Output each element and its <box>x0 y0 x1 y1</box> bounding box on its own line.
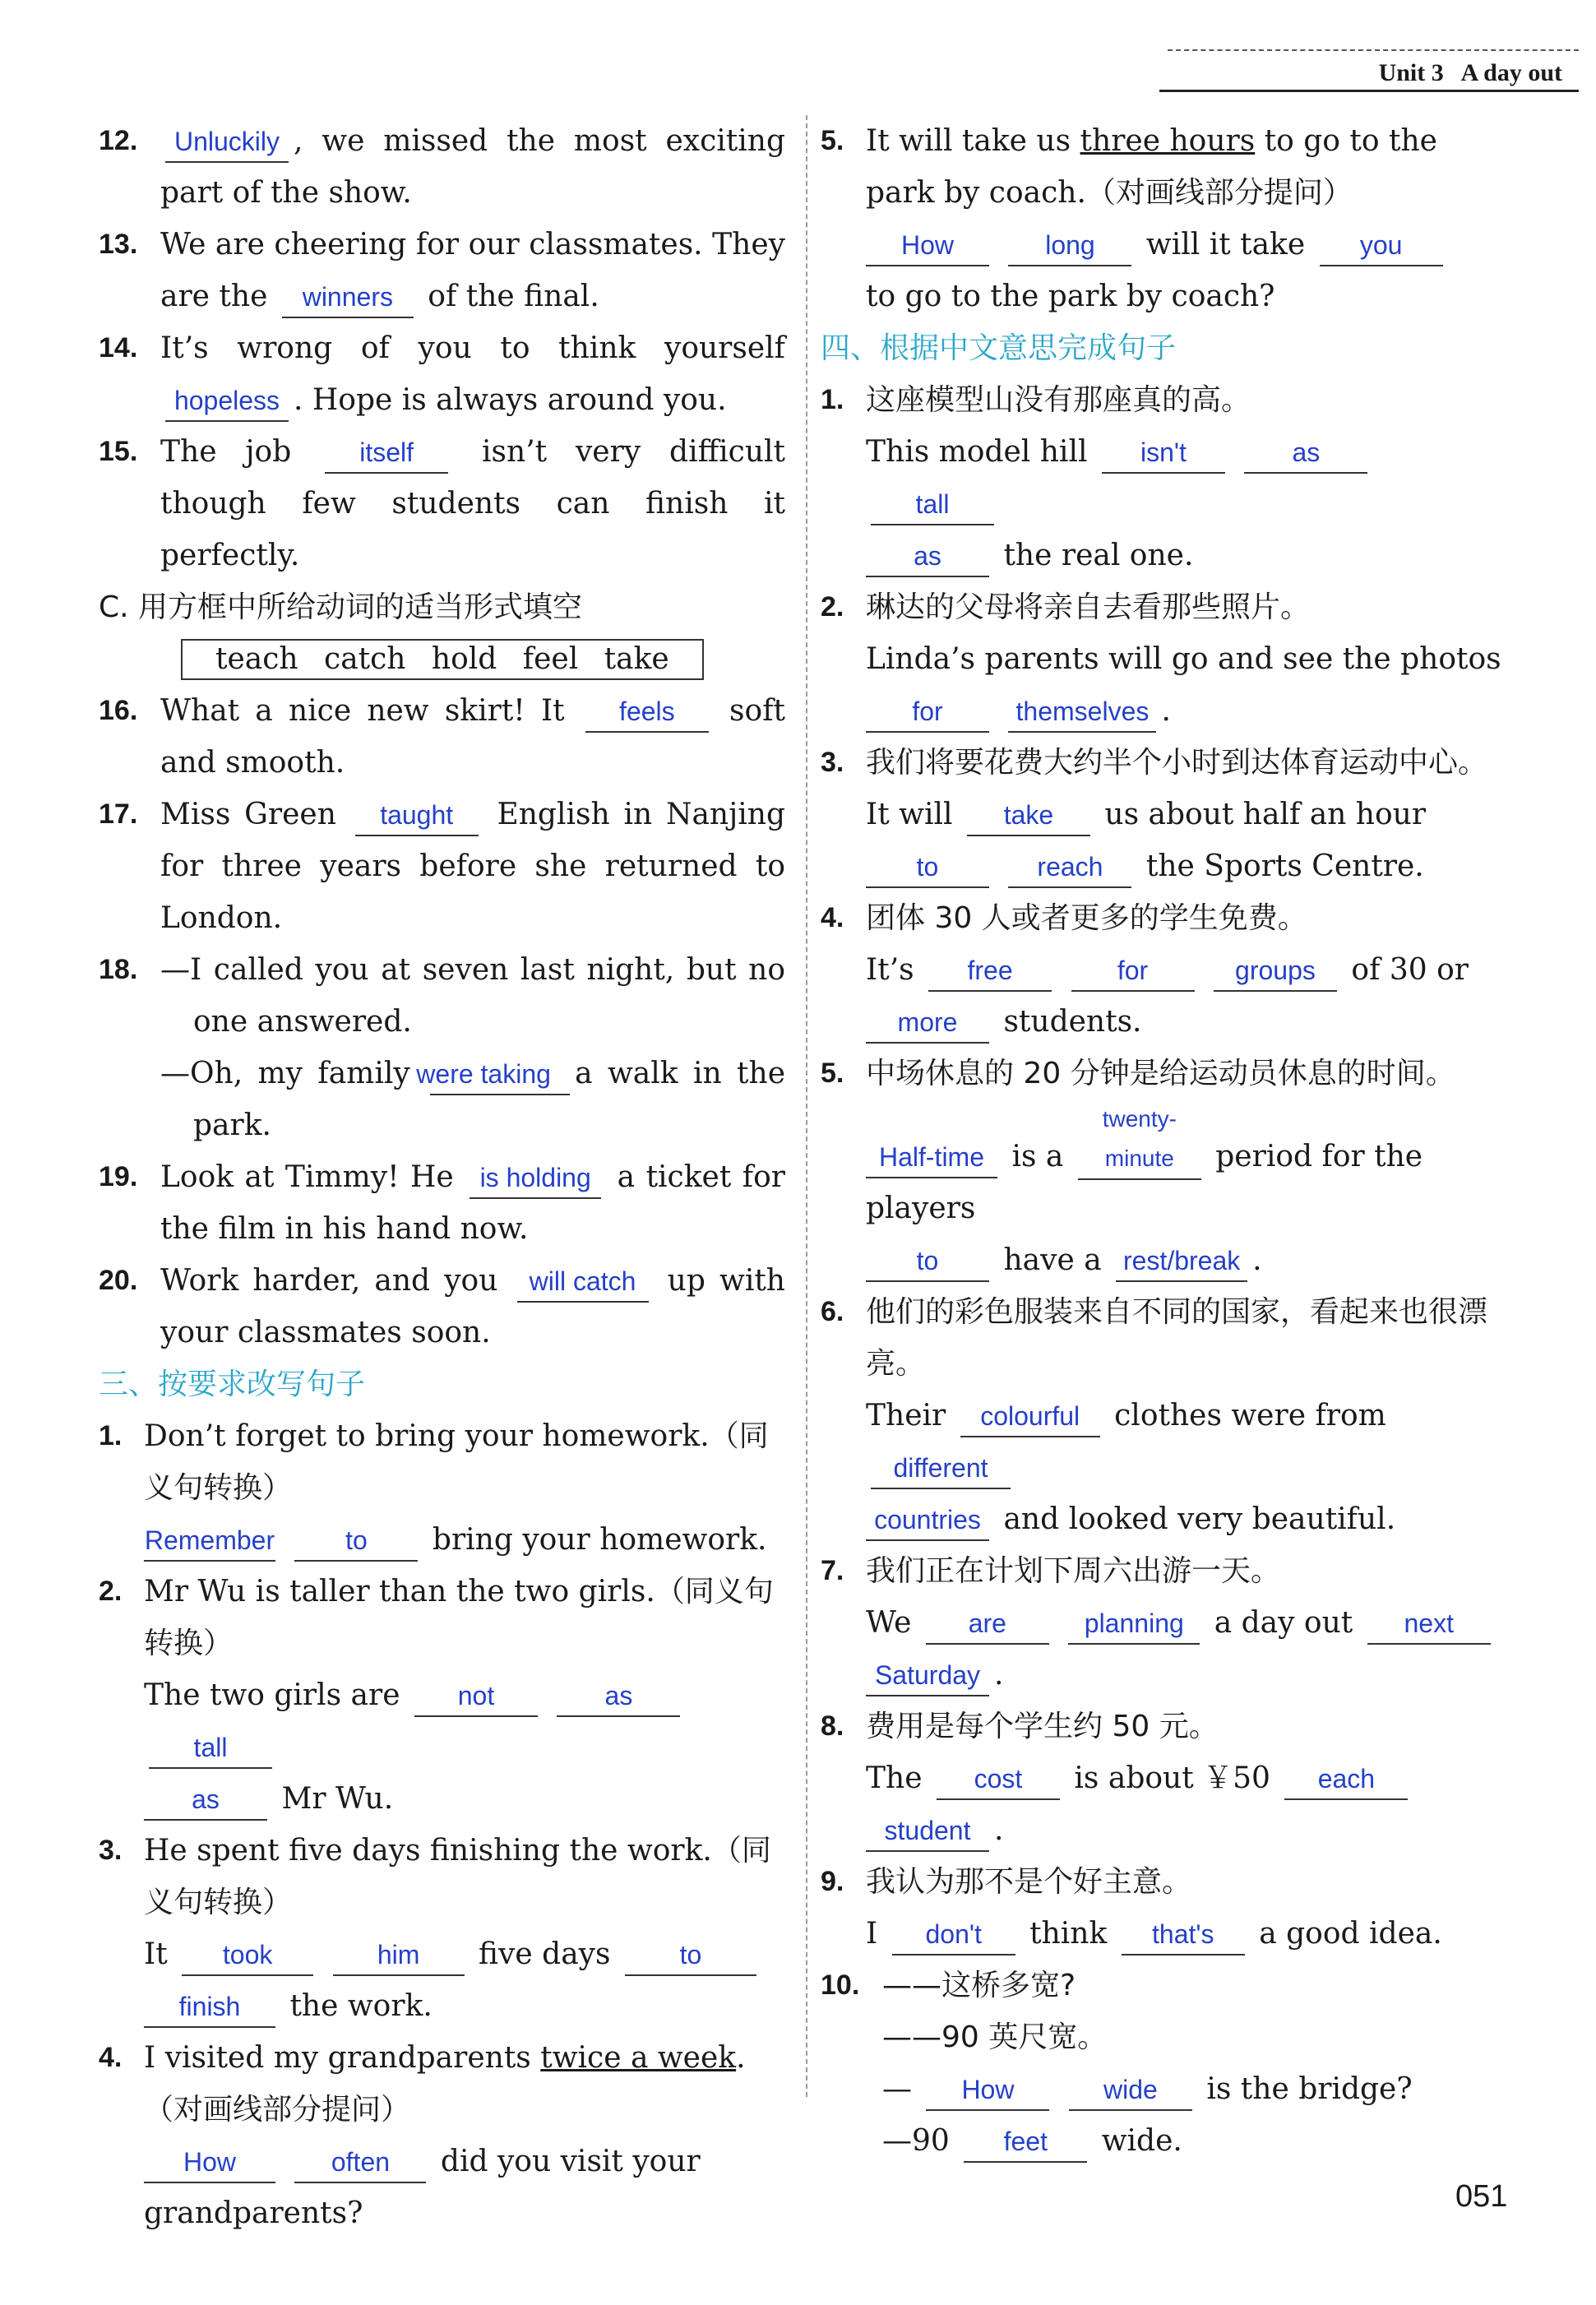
answer-blank[interactable]: next <box>1367 1604 1491 1645</box>
answer-blank[interactable]: cost <box>937 1759 1060 1800</box>
answer-blank[interactable]: How <box>144 2142 275 2183</box>
answer-blank[interactable]: will catch <box>517 1261 649 1303</box>
answer-blank[interactable]: wide <box>1069 2070 1192 2111</box>
answer-blank[interactable]: How <box>926 2070 1049 2111</box>
answer-blank[interactable]: tall <box>149 1728 272 1769</box>
answer-blank[interactable]: are <box>926 1604 1049 1645</box>
translate-3: 3. 我们将要花费大约半个小时到达体育运动中心。 It will take us about half an hour to reach the Sports Centre. <box>821 737 1507 892</box>
answer-blank[interactable]: is holding <box>470 1158 601 1199</box>
answer-blank[interactable]: often <box>294 2142 426 2183</box>
question-13: 13. We are cheering for our classmates. They are the winners of the final. <box>99 219 785 322</box>
question-19: 19. Look at Timmy! He is holding a ticket for the film in his hand now. <box>99 1151 785 1255</box>
section-4-title: 四、根据中文意思完成句子 <box>821 331 1177 365</box>
answer-blank[interactable]: for <box>1071 951 1195 992</box>
word-box: teach catch hold feel take <box>181 639 704 680</box>
answer-blank[interactable]: long <box>1008 225 1131 266</box>
answer-blank[interactable]: twenty-minute <box>1078 1099 1201 1180</box>
answer-blank[interactable]: each <box>1284 1759 1408 1800</box>
answer-blank[interactable]: take <box>967 795 1090 836</box>
underlined-phrase: three hours <box>1080 124 1256 158</box>
answer-blank[interactable]: as <box>866 536 989 577</box>
answer-blank[interactable]: as <box>1244 433 1367 474</box>
underlined-phrase: twice a week <box>540 2041 737 2075</box>
answer-blank[interactable]: How <box>866 225 989 266</box>
question-17: 17. Miss Green taught English in Nanjing for three years before she returned to London. <box>99 789 785 944</box>
rewrite-3: 3. He spent five days finishing the work.（同义句转换） It took him five days to finish the work. <box>99 1825 785 2032</box>
answer-blank[interactable]: themselves <box>1008 692 1156 733</box>
answer-blank[interactable]: for <box>866 692 989 733</box>
answer-blank[interactable]: Unluckily <box>165 122 289 163</box>
answer-blank[interactable]: different <box>871 1448 1011 1489</box>
page-number: 051 <box>1455 2179 1508 2214</box>
left-column <box>99 115 785 2239</box>
section-c-title: C. 用方框中所给动词的适当形式填空 <box>99 590 583 624</box>
answer-blank[interactable]: taught <box>355 795 479 836</box>
rewrite-5: 5. It will take us three hours to go to the park by coach.（对画线部分提问） How long will it take you to go to the park by coach? <box>821 115 1507 322</box>
answer-blank[interactable]: that's <box>1122 1914 1245 1956</box>
answer-blank[interactable]: don't <box>892 1914 1015 1956</box>
answer-blank[interactable]: finish <box>144 1987 275 2028</box>
answer-blank[interactable]: isn't <box>1102 433 1225 474</box>
right-column <box>821 115 1507 2167</box>
answer-blank[interactable]: to <box>866 1241 989 1282</box>
answer-blank[interactable]: tall <box>871 484 994 525</box>
answer-blank[interactable]: were taking <box>430 1054 570 1095</box>
answer-blank[interactable]: groups <box>1214 951 1337 992</box>
answer-blank[interactable]: student <box>866 1811 989 1852</box>
rewrite-1: 1. Don’t forget to bring your homework.（同义句转换） Remember to bring your homework. <box>99 1410 785 1566</box>
translate-10: 10. ——这桥多宽? ——90 英尺宽。 — How wide is the bridge? —90 feet wide. <box>821 1960 1507 2167</box>
translate-2: 2. 琳达的父母将亲自去看那些照片。 Linda’s parents will go and see the photos for themselves . <box>821 581 1507 737</box>
answer-blank[interactable]: you <box>1320 225 1443 266</box>
answer-blank[interactable]: rest/break <box>1116 1241 1247 1282</box>
translate-1: 1. 这座模型山没有那座真的高。 This model hill isn't as tall as the real one. <box>821 374 1507 581</box>
answer-blank[interactable]: Saturday <box>866 1655 989 1696</box>
question-15: 15. The job itself isn’t very difficult though few students can finish it perfectly. <box>99 426 785 581</box>
header-dashed-rule <box>1168 49 1579 51</box>
answer-blank[interactable]: not <box>414 1676 538 1717</box>
translate-4: 4. 团体 30 人或者更多的学生免费。 It’s free for groups of 30 or more students. <box>821 892 1507 1048</box>
question-16: 16. What a nice new skirt! It feels soft and smooth. <box>99 685 785 789</box>
question-14: 14. It’s wrong of you to think yourself hopeless . Hope is always around you. <box>99 322 785 426</box>
question-20: 20. Work harder, and you will catch up with your classmates soon. <box>99 1255 785 1358</box>
answer-blank[interactable]: feels <box>585 692 709 733</box>
answer-blank[interactable]: to <box>866 847 989 888</box>
answer-blank[interactable]: planning <box>1068 1604 1200 1645</box>
translate-6: 6. 他们的彩色服装来自不同的国家，看起来也很漂亮。 Their colourful clothes were from different countries and looked very beautiful. <box>821 1286 1507 1545</box>
answer-blank[interactable]: free <box>928 951 1052 992</box>
answer-blank[interactable]: to <box>294 1520 418 1562</box>
answer-blank[interactable]: to <box>625 1935 756 1976</box>
translate-5: 5. 中场休息的 20 分钟是给运动员休息的时间。 Half-time is a twenty-minute period for the players to have a rest/break . <box>821 1048 1507 1286</box>
answer-blank[interactable]: hopeless <box>165 381 289 422</box>
answer-blank[interactable]: as <box>557 1676 680 1717</box>
section-3-title: 三、按要求改写句子 <box>99 1368 366 1401</box>
unit-title: A day out <box>1460 59 1562 86</box>
answer-blank[interactable]: Half-time <box>866 1137 997 1178</box>
unit-header <box>1159 59 1579 92</box>
answer-blank[interactable]: as <box>144 1780 267 1821</box>
translate-7: 7. 我们正在计划下周六出游一天。 We are planning a day out next Saturday . <box>821 1545 1507 1701</box>
answer-blank[interactable]: more <box>866 1002 989 1044</box>
answer-blank[interactable]: itself <box>325 433 448 474</box>
translate-9: 9. 我认为那不是个好主意。 I don't think that's a good idea. <box>821 1856 1507 1960</box>
answer-blank[interactable]: colourful <box>960 1396 1100 1437</box>
rewrite-4: 4. I visited my grandparents twice a week.（对画线部分提问） How often did you visit your grandparents? <box>99 2041 746 2230</box>
question-18: 18. —I called you at seven last night, but no one answered. —Oh, my family were taking a walk in the park. <box>99 953 786 1142</box>
rewrite-2: 2. Mr Wu is taller than the two girls.（同义句转换） The two girls are not as tall as Mr Wu. <box>99 1566 785 1825</box>
answer-blank[interactable]: took <box>182 1935 313 1976</box>
answer-blank[interactable]: feet <box>964 2122 1087 2163</box>
answer-blank[interactable]: Remember <box>144 1520 275 1562</box>
question-12: 12. Unluckily , we missed the most exciting part of the show. <box>99 115 785 219</box>
unit-label: Unit 3 <box>1378 59 1444 86</box>
column-divider <box>806 115 807 2097</box>
answer-blank[interactable]: winners <box>282 277 414 318</box>
answer-blank[interactable]: him <box>333 1935 465 1976</box>
translate-8: 8. 费用是每个学生约 50 元。 The cost is about ￥50 each student . <box>821 1701 1507 1856</box>
answer-blank[interactable]: reach <box>1008 847 1131 888</box>
answer-blank[interactable]: countries <box>866 1500 989 1541</box>
